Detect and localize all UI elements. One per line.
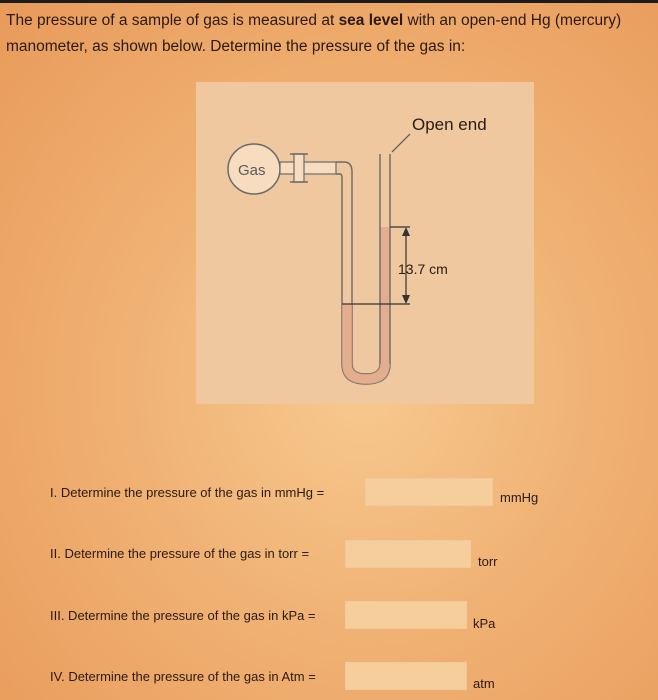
question-line-2: manometer, as shown below. Determine the pressure of the gas in: — [6, 38, 466, 55]
part-4-label: IV. Determine the pressure of the gas in Atm = — [50, 669, 316, 684]
sea-level-bold: sea level — [338, 12, 404, 29]
part-1-answer-input[interactable] — [365, 478, 493, 506]
part-1-label: I. Determine the pressure of the gas in mmHg = — [50, 485, 325, 500]
question-text — [6, 8, 656, 60]
height-label: 13.7 cm — [398, 261, 448, 277]
part-1-unit: mmHg — [500, 490, 539, 505]
part-2-answer-input[interactable] — [345, 540, 471, 568]
top-border — [0, 0, 658, 3]
part-4-unit: atm — [473, 676, 495, 691]
part-2-unit: torr — [478, 554, 498, 569]
part-3-answer-input[interactable] — [345, 601, 467, 629]
question-line-1: The pressure of a sample of gas is measured at sea level with an open-end Hg (mercury) — [6, 12, 622, 29]
manometer-diagram — [196, 82, 534, 404]
part-3-unit: kPa — [473, 616, 496, 631]
part-3-label: III. Determine the pressure of the gas in kPa = — [50, 608, 316, 623]
part-4-answer-input[interactable] — [345, 662, 467, 690]
open-end-label: Open end — [412, 115, 487, 134]
mercury-column — [342, 227, 390, 384]
stopcock-icon — [294, 154, 304, 182]
manometer-figure — [196, 82, 534, 404]
gas-label: Gas — [238, 162, 266, 179]
open-end-leader — [392, 134, 410, 152]
connector-tube — [280, 162, 336, 174]
part-2-label: II. Determine the pressure of the gas in torr = — [50, 546, 310, 561]
